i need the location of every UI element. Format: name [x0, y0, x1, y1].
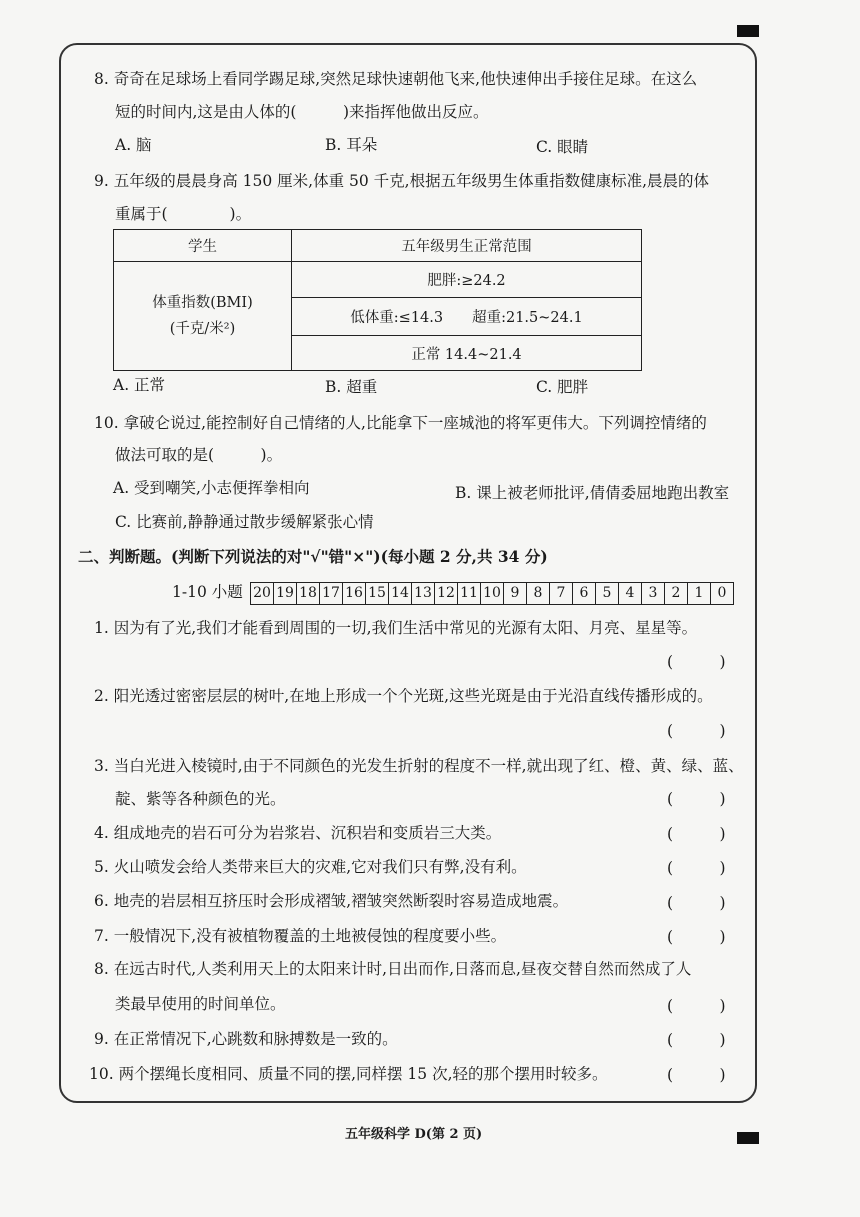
tf-item-10: 10. 两个摆绳长度相同、质量不同的摆,同样摆 15 次,轻的那个摆用时较多。	[89, 1065, 608, 1083]
score-cell[interactable]: 18	[297, 583, 320, 604]
q8-option-b: B. 耳朵	[325, 136, 378, 154]
bmi-low-over: 低体重:≤14.3 超重:21.5~24.1	[292, 298, 642, 336]
q8-option-c: C. 眼睛	[536, 138, 589, 156]
tf-item-8-line-2: 类最早使用的时间单位。	[115, 995, 286, 1013]
tf-item-3-line-2: 靛、紫等各种颜色的光。	[115, 790, 286, 808]
score-cell[interactable]: 11	[458, 583, 481, 604]
score-cell[interactable]: 3	[642, 583, 665, 604]
score-cell[interactable]: 0	[717, 585, 727, 601]
score-label: 1-10 小题	[172, 583, 243, 601]
score-cell[interactable]: 4	[619, 583, 642, 604]
score-cell[interactable]: 5	[596, 583, 619, 604]
score-grid	[250, 582, 734, 605]
score-cell[interactable]: 8	[527, 583, 550, 604]
bmi-row-unit: (千克/米²)	[169, 321, 236, 337]
tf-item-1: 1. 因为有了光,我们才能看到周围的一切,我们生活中常见的光源有太阳、月亮、星星等。	[94, 619, 698, 637]
tf-answer-8[interactable]: ( )	[667, 997, 726, 1015]
q10-option-b: B. 课上被老师批评,倩倩委屈地跑出教室	[455, 484, 730, 502]
score-cell[interactable]: 7	[550, 583, 573, 604]
tf-answer-4[interactable]: ( )	[667, 825, 726, 843]
tf-answer-6[interactable]: ( )	[667, 894, 726, 912]
q10-line-1: 10. 拿破仑说过,能控制好自己情绪的人,比能拿下一座城池的将军更伟大。下列调控情绪的	[94, 414, 707, 432]
q10-option-c: C. 比赛前,静静通过散步缓解紧张心情	[115, 513, 374, 531]
score-cell[interactable]: 12	[435, 583, 458, 604]
score-cell[interactable]: 1	[688, 583, 711, 604]
tf-answer-7[interactable]: ( )	[667, 928, 726, 946]
score-cell[interactable]: 10	[481, 583, 504, 604]
tf-item-7: 7. 一般情况下,没有被植物覆盖的土地被侵蚀的程度要小些。	[94, 927, 507, 945]
tf-item-3-line-1: 3. 当白光进入棱镜时,由于不同颜色的光发生折射的程度不一样,就出现了红、橙、黄、绿、蓝、	[94, 757, 744, 775]
q9-option-c: C. 肥胖	[536, 378, 589, 396]
score-cell[interactable]: 15	[366, 583, 389, 604]
registration-mark-top	[737, 25, 759, 37]
q9-line-1: 9. 五年级的晨晨身高 150 厘米,体重 50 千克,根据五年级男生体重指数健康标准,晨晨的体	[94, 172, 710, 190]
tf-answer-3[interactable]: ( )	[667, 790, 726, 808]
score-cell[interactable]: 13	[412, 583, 435, 604]
q8-option-a: A. 脑	[115, 136, 152, 154]
tf-answer-9[interactable]: ( )	[667, 1031, 726, 1049]
bmi-header-range: 五年级男生正常范围	[292, 230, 642, 262]
bmi-row-label: 体重指数(BMI)	[152, 295, 253, 311]
bmi-table	[113, 229, 642, 371]
tf-item-9: 9. 在正常情况下,心跳数和脉搏数是一致的。	[94, 1030, 398, 1048]
q10-line-2: 做法可取的是( )。	[115, 446, 283, 464]
score-cell[interactable]: 16	[343, 583, 366, 604]
tf-answer-1[interactable]: ( )	[667, 653, 726, 671]
page-footer: 五年级科学 D(第 2 页)	[345, 1127, 483, 1142]
tf-item-6: 6. 地壳的岩层相互挤压时会形成褶皱,褶皱突然断裂时容易造成地震。	[94, 892, 569, 910]
tf-item-8-line-1: 8. 在远古时代,人类利用天上的太阳来计时,日出而作,日落而息,昼夜交替自然而然成了人	[94, 960, 692, 978]
score-cell[interactable]: 20	[251, 583, 274, 604]
score-cell[interactable]: 9	[504, 583, 527, 604]
score-cell[interactable]: 17	[320, 583, 343, 604]
registration-mark-bottom	[737, 1132, 759, 1144]
q8-line-2: 短的时间内,这是由人体的( )来指挥他做出反应。	[115, 103, 489, 121]
q9-option-a: A. 正常	[113, 376, 166, 394]
bmi-normal: 正常 14.4~21.4	[292, 336, 642, 371]
tf-item-4: 4. 组成地壳的岩石可分为岩浆岩、沉积岩和变质岩三大类。	[94, 824, 502, 842]
section2-title: 二、判断题。(判断下列说法的对"√"错"×")(每小题 2 分,共 34 分)	[78, 547, 548, 566]
tf-item-5: 5. 火山喷发会给人类带来巨大的灾难,它对我们只有弊,没有利。	[94, 858, 527, 876]
q9-line-2: 重属于( )。	[115, 205, 252, 223]
tf-answer-10[interactable]: ( )	[667, 1066, 726, 1084]
score-cell[interactable]: 19	[274, 583, 297, 604]
q8-line-1: 8. 奇奇在足球场上看同学踢足球,突然足球快速朝他飞来,他快速伸出手接住足球。在这么	[94, 70, 698, 88]
tf-item-2: 2. 阳光透过密密层层的树叶,在地上形成一个个光斑,这些光斑是由于光沿直线传播形成的。	[94, 687, 713, 705]
bmi-obese: 肥胖:≥24.2	[292, 262, 642, 298]
q10-option-a: A. 受到嘲笑,小志便挥拳相向	[113, 479, 310, 497]
score-cell[interactable]: 2	[665, 583, 688, 604]
bmi-row-label-cell	[114, 262, 292, 371]
score-cell[interactable]: 14	[389, 583, 412, 604]
q9-option-b: B. 超重	[325, 378, 378, 396]
tf-answer-2[interactable]: ( )	[667, 722, 726, 740]
bmi-header-student: 学生	[114, 230, 292, 262]
tf-answer-5[interactable]: ( )	[667, 859, 726, 877]
score-cell[interactable]: 6	[573, 583, 596, 604]
